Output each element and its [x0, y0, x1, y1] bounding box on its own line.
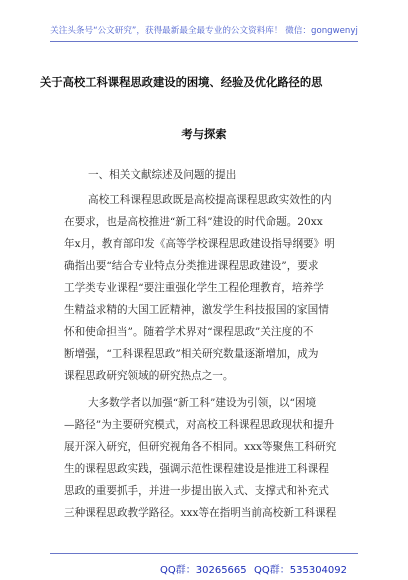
paragraph-line: —路径”为主要研究模式，对高校工科课程思政现状和提升: [64, 419, 335, 431]
document-body: [64, 0, 364, 580]
document-title-line1: 关于高校工科课程思政建设的困境、经验及优化路径的思: [40, 75, 323, 89]
paragraph-line: 大多数学者以加强“新工科”建设为引领，以“困境: [88, 397, 317, 409]
footer-qq-group-1: QQ群：30265665: [160, 565, 247, 576]
paragraph-line: 断增强，“工科课程思政”相关研究数量逐渐增加，成为: [64, 348, 319, 360]
paragraph-line: 课程思政研究领域的研究热点之一。: [64, 370, 234, 382]
paragraph-line: 展开深入研究，但研究视角各不相同。xxx等聚焦工科研究: [64, 441, 337, 453]
paragraph-line: 生的课程思政实践，强调示范性课程建设是推进工科课程: [64, 463, 329, 475]
paragraph-line: 年x月，教育部印发《高等学校课程思政建设指导纲要》明: [64, 238, 335, 250]
section-heading: 一、相关文献综述及问题的提出: [88, 169, 237, 181]
paragraph-line: 思政的重要抓手，并进一步提出嵌入式、支撑式和补充式: [64, 485, 329, 497]
paragraph-line: 在要求，也是高校推进“新工科”建设的时代命题。20xx: [64, 216, 323, 228]
paragraph-line: 三种课程思政教学路径。xxx等在指明当前高校新工科课程: [64, 507, 337, 519]
paragraph-line: 确指出要“结合专业特点分类推进课程思政建设”，要求: [64, 260, 319, 272]
header-note: 关注头条号“公文研究”，获得最新最全最专业的公文资料库！ 微信：gongwenyj: [50, 26, 358, 36]
footer-qq-group-2: QQ群：535304092: [254, 565, 348, 576]
paragraph-line: 怀和使命担当”。随着学术界对“课程思政”关注度的不: [64, 326, 314, 338]
paragraph-line: 工学类专业课程“要注重强化学生工程伦理教育，培养学: [64, 282, 324, 294]
paragraph-line: 生精益求精的大国工匠精神，激发学生科技报国的家国情: [64, 304, 329, 316]
paragraph-line: 高校工科课程思政既是高校提高课程思政实效性的内: [88, 194, 332, 206]
footer-divider: [50, 553, 358, 554]
document-title-line2: 考与探索: [181, 127, 227, 141]
